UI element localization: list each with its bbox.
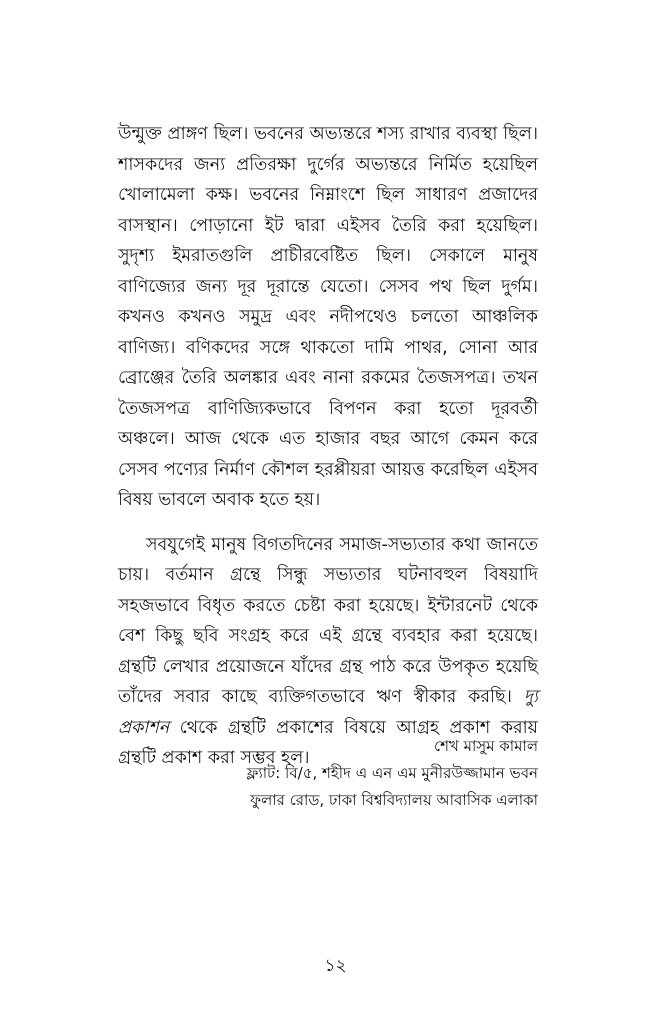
paragraph-2-part-1: সবযুগেই মানুষ বিগতদিনের সমাজ-সভ্যতার কথা জানতে চায়। বর্তমান গ্রন্থে সিন্ধু সভ্যতার ঘটনাবহুল বিষয়াদি সহজভাবে বিধৃত করতে চেষ্টা করা হয়েছে। ইন্টারনেট থেকে বেশ কিছু ছবি সংগ্রহ করে এই গ্রন্থে ব্যবহার করা হয়েছে। গ্রন্থটি লেখার প্রয়োজনে যাঁদের গ্রন্থ পাঠ করে উপকৃত হয়েছি তাঁদের সবার কাছে ব্যক্তিগতভাবে ঋণ স্বীকার করছি। [118,534,538,707]
paragraph-1: উন্মুক্ত প্রাঙ্গণ ছিল। ভবনের অভ্যন্তরে শস্য রাখার ব্যবস্থা ছিল। শাসকদের জন্য প্রতিরক্ষা দুর্গের অভ্যন্তরে নির্মিত হয়েছিল খোলামেলা কক্ষ। ভবনের নিম্নাংশে ছিল সাধারণ প্রজাদের বাসস্থান। পোড়ানো ইট দ্বারা এইসব তৈরি করা হয়েছিল। সুদৃশ্য ইমরাতগুলি প্রাচীরবেষ্টিত ছিল। সেকালে মানুষ বাণিজ্যের জন্য দূর দূরান্তে যেতো। সেসব পথ ছিল দুর্গম। কখনও কখনও সমুদ্র এবং নদীপথেও চলতো আঞ্চলিক বাণিজ্য। বণিকদের সঙ্গে থাকতো দামি পাথর, সোনা আর ব্রোঞ্জের তৈরি অলঙ্কার এবং নানা রকমের তৈজসপত্র। তখন তৈজসপত্র বাণিজ্যিকভাবে বিপণন করা হতো দূরবর্তী অঞ্চলে। আজ থেকে এত হাজার বছর আগে কেমন করে সেসব পণ্যের নির্মাণ কৌশল হরপ্পীয়রা আয়ত্ত করেছিল এইসব বিষয় ভাবলে অবাক হতে হয়। [118,124,538,510]
body-text [118,119,538,774]
author-name: শেখ মাসুম কামাল [434,737,538,755]
signature-block [247,733,538,814]
publisher-name: দ্যু প্রকাশন [118,687,538,738]
address-line-1: ফ্ল্যাট: বি/৫, শহীদ এ এন এম মুনীরউজ্জামান ভবন [246,764,538,782]
address-line-2: ফুলার রোড, ঢাকা বিশ্ববিদ্যালয় আবাসিক এলাকা [250,791,538,809]
page-number: ১২ [324,956,347,976]
paragraph-2-part-2: থেকে গ্রন্থটি প্রকাশের বিষয়ে আগ্রহ প্রকাশ করায় গ্রন্থটি প্রকাশ করা সম্ভব হল। [118,717,538,768]
